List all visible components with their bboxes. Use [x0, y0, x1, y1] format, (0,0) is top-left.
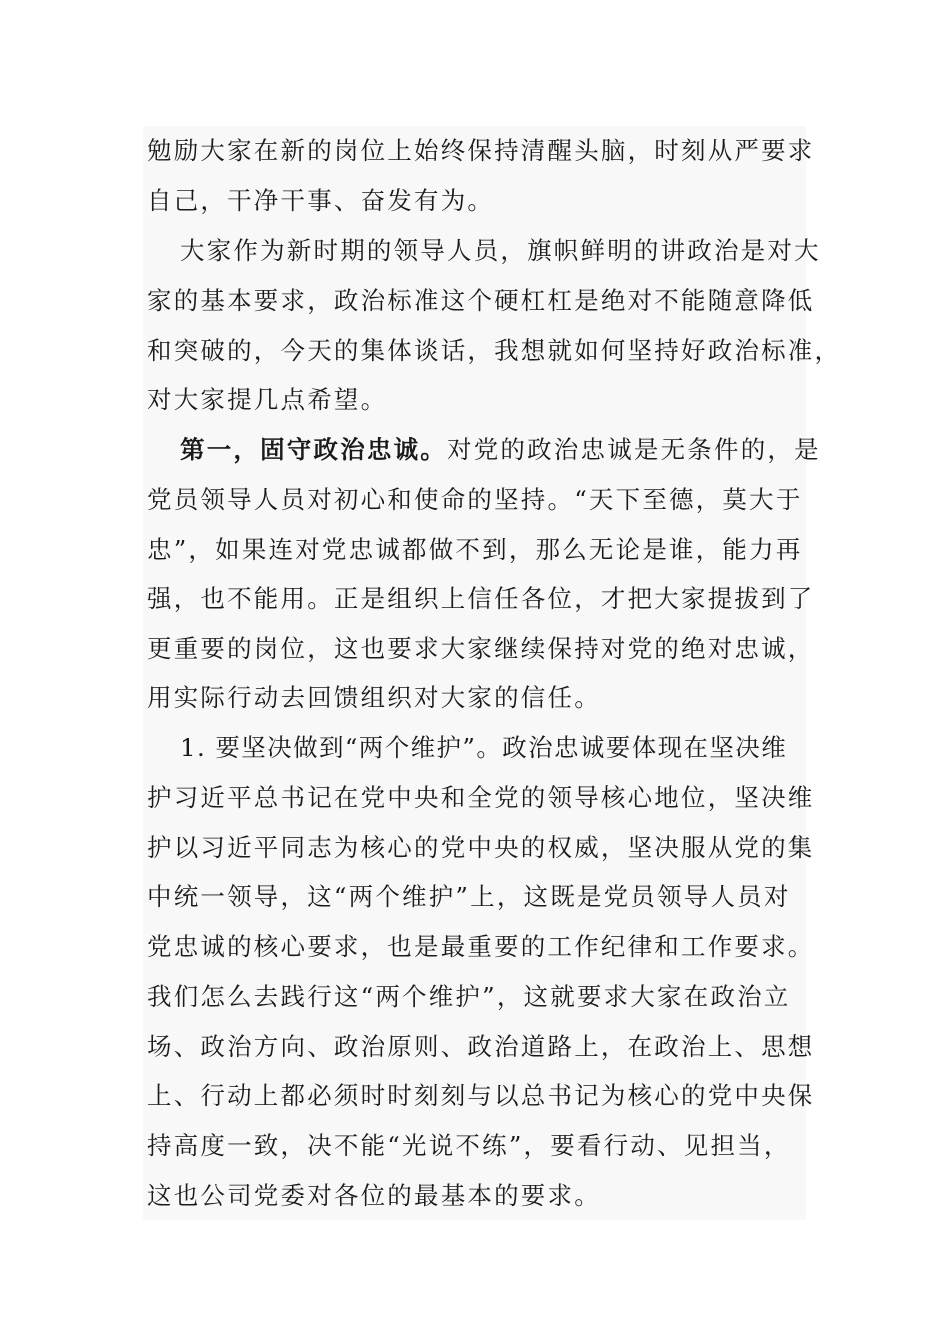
text-line: 1. 要坚决做到“两个维护”。政治忠诚要体现在坚决维	[180, 733, 788, 762]
text-line: 用实际行动去回馈组织对大家的信任。	[147, 683, 601, 712]
text-line: 大家作为新时期的领导人员，旗帜鲜明的讲政治是对大	[180, 236, 821, 265]
text-line: 这也公司党委对各位的最基本的要求。	[147, 1181, 601, 1210]
text-span: 对党的政治忠诚是无条件的，是	[447, 435, 821, 464]
text-line: 中统一领导，这“两个维护”上，这既是党员领导人员对	[147, 882, 791, 911]
text-line: 党员领导人员对初心和使命的坚持。“天下至德，莫大于	[147, 485, 803, 514]
text-line: 忠”，如果连对党忠诚都做不到，那么无论是谁，能力再	[147, 535, 803, 564]
text-line: 勉励大家在新的岗位上始终保持清醒头脑，时刻从严要求	[147, 136, 815, 165]
text-line: 自己，干净干事、奋发有为。	[147, 186, 495, 215]
section-heading: 第一，固守政治忠诚。	[180, 435, 447, 464]
text-line: 持高度一致，决不能“光说不练”，要看行动、见担当，	[147, 1131, 791, 1160]
text-line: 强，也不能用。正是组织上信任各位，才把大家提拔到了	[147, 584, 815, 613]
text-line: 我们怎么去践行这“两个维护”，这就要求大家在政治立	[147, 982, 791, 1011]
text-line: 更重要的岗位，这也要求大家继续保持对党的绝对忠诚，	[147, 634, 815, 663]
text-line: 护习近平总书记在党中央和全党的领导核心地位，坚决维	[147, 783, 815, 812]
text-line	[180, 435, 821, 465]
text-line: 党忠诚的核心要求，也是最重要的工作纪律和工作要求。	[147, 932, 815, 961]
text-line: 和突破的，今天的集体谈话，我想就如何坚持好政治标准，	[147, 336, 842, 365]
text-line: 上、行动上都必须时时刻刻与以总书记为核心的党中央保	[147, 1081, 815, 1110]
text-line: 对大家提几点希望。	[147, 385, 388, 414]
text-line: 场、政治方向、政治原则、政治道路上，在政治上、思想	[147, 1032, 815, 1061]
text-line: 家的基本要求，政治标准这个硬杠杠是绝对不能随意降低	[147, 286, 815, 315]
text-line: 护以习近平同志为核心的党中央的权威，坚决服从党的集	[147, 833, 815, 862]
